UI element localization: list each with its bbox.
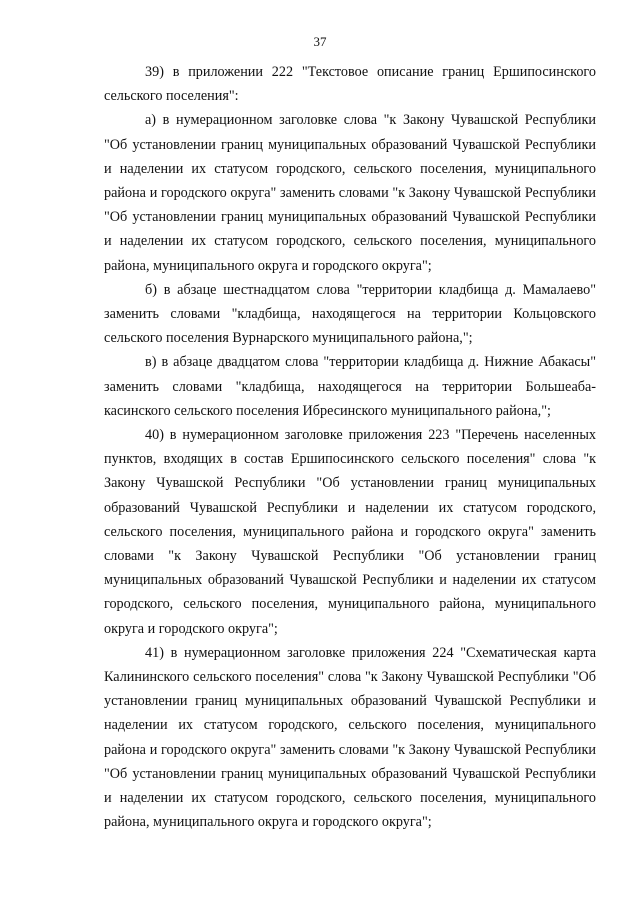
page-number: 37 bbox=[313, 34, 327, 49]
paragraph-subitem-v: в) в абзаце двадцатом слова "территории кладбища д. Нижние Абакасы" заменить словами "кладбища, находящегося на территории Большеабакасинского сельского поселения Ибресинского муниципального района,"; bbox=[104, 354, 596, 419]
document-body bbox=[104, 60, 596, 835]
paragraph-item-40: 40) в нумерационном заголовке приложения 223 "Перечень населенных пунктов, входящих в состав Ершипосинского сельского поселения" слова "к Закону Чувашской Республики "Об установлении границ муниципальных образований Чувашской Республики и наделении их статусом городского, сельского поселения, муниципального района и городского округа" заменить словами "к Закону Чувашской Республики "Об установлении границ муниципальных образований Чувашской Республики и наделении их статусом городского, сельского поселения, муниципального района, муниципального округа и городского округа"; bbox=[104, 427, 596, 637]
paragraph-subitem-a: а) в нумерационном заголовке слова "к Закону Чувашской Республики "Об установлении границ муниципальных образований Чувашской Республики и наделении их статусом городского, сельского поселения, муниципального района и городского округа" заменить словами "к Закону Чувашской Республики "Об установлении границ муниципальных образований Чувашской Республики и наделении их статусом городского, сельского поселения, муниципального района, муниципального округа и городского округа"; bbox=[104, 112, 596, 274]
paragraph-subitem-b: б) в абзаце шестнадцатом слова "территории кладбища д. Мамалаево" заменить словами "кладбища, находящегося на территории Кольцовского сельского поселения Вурнарского муниципального района,"; bbox=[104, 281, 596, 347]
paragraph-item-39: 39) в приложении 222 "Текстовое описание границ Ершипосинского сельского поселения": bbox=[104, 64, 596, 105]
paragraph-item-41: 41) в нумерационном заголовке приложения 224 "Схематическая карта Калининского сельского поселения" слова "к Закону Чувашской Республики "Об установлении границ муниципальных образований Чувашской Республики и наделении их статусом городского, сельского поселения, муниципального района и городского округа" заменить словами "к Закону Чувашской Республики "Об установлении границ муниципальных образований Чувашской Республики и наделении их статусом городского, сельского поселения, муниципального района, муниципального округа и городского округа"; bbox=[104, 644, 596, 831]
